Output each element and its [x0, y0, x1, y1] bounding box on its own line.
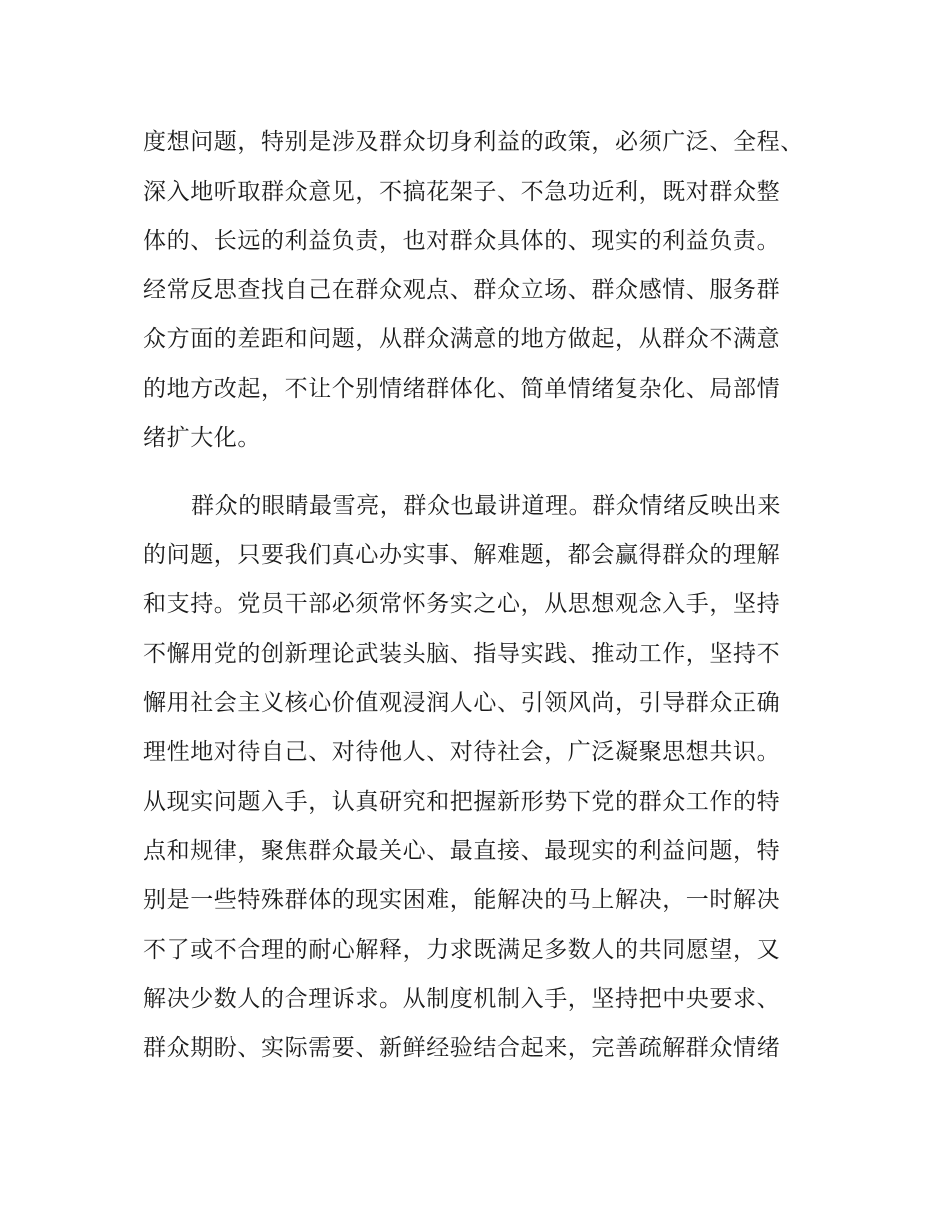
text-line: 群众期盼、实际需要、新鲜经验结合起来，完善疏解群众情绪	[143, 1035, 781, 1061]
text-line: 度想问题，特别是涉及群众切身利益的政策，必须广泛、全程、	[143, 129, 804, 155]
text-line: 解决少数人的合理诉求。从制度机制入手，坚持把中央要求、	[143, 986, 781, 1012]
text-line: 不了或不合理的耐心解释，力求既满足多数人的共同愿望，又	[143, 937, 781, 963]
text-line: 懈用社会主义核心价值观浸润人心、引领风尚，引导群众正确	[143, 690, 781, 716]
text-line: 的问题，只要我们真心办实事、解难题，都会赢得群众的理解	[143, 542, 781, 568]
text-line: 绪扩大化。	[143, 425, 261, 451]
text-line: 体的、长远的利益负责，也对群众具体的、现实的利益负责。	[143, 228, 781, 254]
text-line: 不懈用党的创新理论武装头脑、指导实践、推动工作，坚持不	[143, 641, 781, 667]
text-line: 群众的眼睛最雪亮，群众也最讲道理。群众情绪反映出来	[191, 493, 781, 519]
text-line: 深入地听取群众意见，不搞花架子、不急功近利，既对群众整	[143, 179, 781, 205]
text-line: 和支持。党员干部必须常怀务实之心，从思想观念入手，坚持	[143, 591, 781, 617]
text-line: 从现实问题入手，认真研究和把握新形势下党的群众工作的特	[143, 789, 781, 815]
text-line: 理性地对待自己、对待他人、对待社会，广泛凝聚思想共识。	[143, 739, 781, 765]
text-line: 经常反思查找自己在群众观点、群众立场、群众感情、服务群	[143, 277, 781, 303]
text-line: 点和规律，聚焦群众最关心、最直接、最现实的利益问题，特	[143, 838, 781, 864]
text-line: 众方面的差距和问题，从群众满意的地方做起，从群众不满意	[143, 326, 781, 352]
text-line: 的地方改起，不让个别情绪群体化、简单情绪复杂化、局部情	[143, 376, 781, 402]
text-line: 别是一些特殊群体的现实困难，能解决的马上解决，一时解决	[143, 887, 781, 913]
